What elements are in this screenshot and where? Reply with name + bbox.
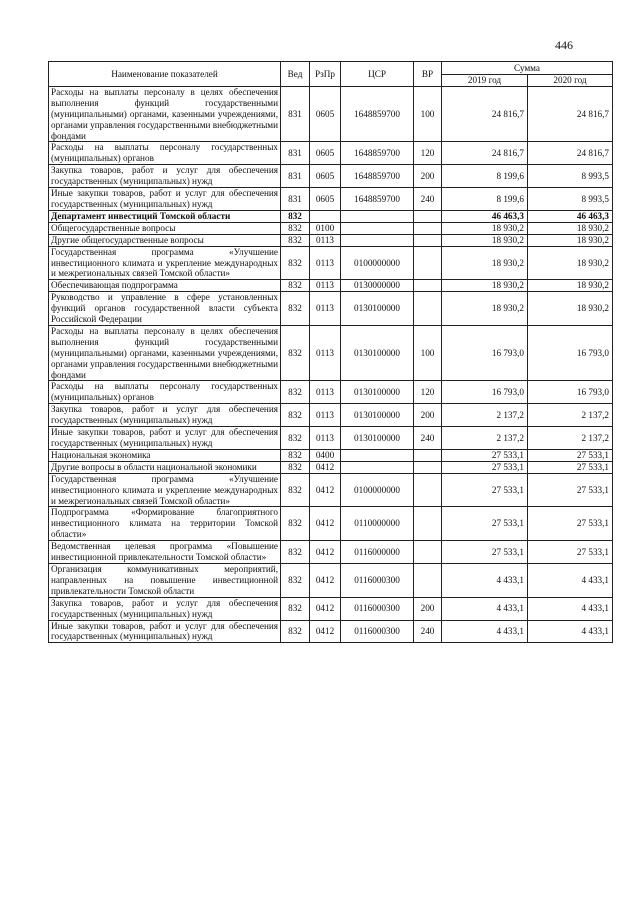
row-value-2019: 8 199,6 xyxy=(442,165,528,188)
row-rzpr: 0412 xyxy=(310,541,341,564)
row-value-2020: 24 816,7 xyxy=(528,142,613,165)
row-value-2020: 27 533,1 xyxy=(528,473,613,507)
row-rzpr: 0113 xyxy=(310,427,341,450)
row-vr xyxy=(414,292,442,326)
row-name: Закупка товаров, работ и услуг для обеспечения государственных (муниципальных) нужд xyxy=(49,597,281,620)
row-value-2019: 27 533,1 xyxy=(442,507,528,541)
row-ved: 832 xyxy=(281,234,310,246)
row-rzpr xyxy=(310,210,341,222)
row-rzpr: 0113 xyxy=(310,246,341,280)
row-rzpr: 0113 xyxy=(310,292,341,326)
header-name: Наименование показателей xyxy=(49,62,281,87)
row-value-2020: 27 533,1 xyxy=(528,461,613,473)
row-csr: 0116000300 xyxy=(341,597,414,620)
row-ved: 832 xyxy=(281,222,310,234)
row-rzpr: 0605 xyxy=(310,165,341,188)
row-csr: 1648859700 xyxy=(341,188,414,211)
table-row xyxy=(49,404,613,427)
table-row xyxy=(49,449,613,461)
row-name: Закупка товаров, работ и услуг для обеспечения государственных (муниципальных) нужд xyxy=(49,404,281,427)
row-name: Государственная программа «Улучшение инвестиционного климата и укрепление международных и межрегиональных связей Томской области» xyxy=(49,473,281,507)
table-row xyxy=(49,234,613,246)
row-csr: 0130100000 xyxy=(341,381,414,404)
row-value-2019: 18 930,2 xyxy=(442,280,528,292)
row-value-2019: 2 137,2 xyxy=(442,404,528,427)
row-csr: 0130100000 xyxy=(341,404,414,427)
row-value-2020: 18 930,2 xyxy=(528,292,613,326)
row-rzpr: 0113 xyxy=(310,280,341,292)
row-ved: 832 xyxy=(281,246,310,280)
row-value-2020: 4 433,1 xyxy=(528,597,613,620)
row-value-2019: 27 533,1 xyxy=(442,541,528,564)
row-vr: 100 xyxy=(414,325,442,381)
row-value-2019: 18 930,2 xyxy=(442,234,528,246)
row-csr: 0130100000 xyxy=(341,325,414,381)
row-vr xyxy=(414,507,442,541)
table-row xyxy=(49,325,613,381)
row-ved: 832 xyxy=(281,404,310,427)
row-ved: 832 xyxy=(281,597,310,620)
row-value-2019: 24 816,7 xyxy=(442,142,528,165)
row-csr: 0116000300 xyxy=(341,563,414,597)
row-ved: 831 xyxy=(281,86,310,142)
page-number: 446 xyxy=(555,38,573,52)
row-csr: 0130100000 xyxy=(341,292,414,326)
row-rzpr: 0113 xyxy=(310,234,341,246)
row-value-2019: 18 930,2 xyxy=(442,246,528,280)
row-vr xyxy=(414,246,442,280)
row-ved: 832 xyxy=(281,449,310,461)
header-year-2020: 2020 год xyxy=(528,75,613,87)
row-name: Другие общегосударственные вопросы xyxy=(49,234,281,246)
table-row xyxy=(49,507,613,541)
row-csr xyxy=(341,461,414,473)
table-row xyxy=(49,473,613,507)
row-vr xyxy=(414,222,442,234)
row-rzpr: 0605 xyxy=(310,188,341,211)
row-ved: 832 xyxy=(281,620,310,643)
row-name: Руководство и управление в сфере установленных функций органов государственной власти субъекта Российской Федерации xyxy=(49,292,281,326)
header-vr: ВР xyxy=(414,62,442,87)
row-rzpr: 0605 xyxy=(310,86,341,142)
row-csr: 0110000000 xyxy=(341,507,414,541)
row-csr xyxy=(341,449,414,461)
row-vr xyxy=(414,234,442,246)
row-vr: 100 xyxy=(414,86,442,142)
row-name: Иные закупки товаров, работ и услуг для обеспечения государственных (муниципальных) нужд xyxy=(49,427,281,450)
row-csr: 1648859700 xyxy=(341,165,414,188)
row-ved: 832 xyxy=(281,541,310,564)
row-value-2019: 18 930,2 xyxy=(442,292,528,326)
row-vr: 120 xyxy=(414,381,442,404)
row-csr: 0100000000 xyxy=(341,246,414,280)
row-name: Иные закупки товаров, работ и услуг для обеспечения государственных (муниципальных) нужд xyxy=(49,188,281,211)
row-value-2019: 4 433,1 xyxy=(442,620,528,643)
row-name: Расходы на выплаты персоналу государственных (муниципальных) органов xyxy=(49,142,281,165)
row-csr: 0116000000 xyxy=(341,541,414,564)
row-rzpr: 0113 xyxy=(310,404,341,427)
row-ved: 832 xyxy=(281,325,310,381)
row-ved: 832 xyxy=(281,563,310,597)
table-row xyxy=(49,461,613,473)
row-name: Организация коммуникативных мероприятий, направленных на повышение инвестиционной привлекательности Томской области xyxy=(49,563,281,597)
header-rzpr: РзПр xyxy=(310,62,341,87)
row-ved: 832 xyxy=(281,507,310,541)
row-ved: 831 xyxy=(281,188,310,211)
row-rzpr: 0412 xyxy=(310,473,341,507)
row-csr: 0100000000 xyxy=(341,473,414,507)
row-ved: 832 xyxy=(281,280,310,292)
row-ved: 832 xyxy=(281,461,310,473)
row-value-2019: 18 930,2 xyxy=(442,222,528,234)
row-value-2020: 18 930,2 xyxy=(528,246,613,280)
row-value-2020: 8 993,5 xyxy=(528,188,613,211)
header-ved: Вед xyxy=(281,62,310,87)
table-row xyxy=(49,597,613,620)
row-vr xyxy=(414,541,442,564)
row-value-2019: 4 433,1 xyxy=(442,563,528,597)
row-name: Иные закупки товаров, работ и услуг для обеспечения государственных (муниципальных) нужд xyxy=(49,620,281,643)
row-name: Департамент инвестиций Томской области xyxy=(49,210,281,222)
row-value-2020: 2 137,2 xyxy=(528,404,613,427)
row-vr xyxy=(414,461,442,473)
row-ved: 832 xyxy=(281,210,310,222)
row-rzpr: 0412 xyxy=(310,597,341,620)
row-rzpr: 0412 xyxy=(310,620,341,643)
table-row xyxy=(49,381,613,404)
row-csr xyxy=(341,234,414,246)
row-name: Другие вопросы в области национальной экономики xyxy=(49,461,281,473)
row-ved: 831 xyxy=(281,142,310,165)
row-value-2020: 46 463,3 xyxy=(528,210,613,222)
row-rzpr: 0412 xyxy=(310,461,341,473)
row-rzpr: 0400 xyxy=(310,449,341,461)
row-ved: 832 xyxy=(281,473,310,507)
row-value-2019: 24 816,7 xyxy=(442,86,528,142)
row-value-2020: 24 816,7 xyxy=(528,86,613,142)
table-row xyxy=(49,563,613,597)
row-vr xyxy=(414,210,442,222)
table-row xyxy=(49,142,613,165)
row-value-2019: 16 793,0 xyxy=(442,381,528,404)
row-vr: 120 xyxy=(414,142,442,165)
row-rzpr: 0412 xyxy=(310,563,341,597)
row-value-2020: 2 137,2 xyxy=(528,427,613,450)
row-vr xyxy=(414,280,442,292)
table-row xyxy=(49,427,613,450)
table-row xyxy=(49,188,613,211)
row-name: Расходы на выплаты персоналу в целях обеспечения выполнения функций государственными (муниципальными) органами, казенными учреждениями, органами управления государственными внебюджетными фондами xyxy=(49,325,281,381)
row-rzpr: 0113 xyxy=(310,325,341,381)
row-csr: 1648859700 xyxy=(341,86,414,142)
row-vr: 200 xyxy=(414,404,442,427)
row-value-2019: 27 533,1 xyxy=(442,461,528,473)
budget-table xyxy=(48,61,613,643)
row-rzpr: 0113 xyxy=(310,381,341,404)
row-value-2020: 27 533,1 xyxy=(528,507,613,541)
table-row xyxy=(49,246,613,280)
row-name: Общегосударственные вопросы xyxy=(49,222,281,234)
row-csr xyxy=(341,210,414,222)
row-csr: 0130100000 xyxy=(341,427,414,450)
row-vr xyxy=(414,473,442,507)
header-sum: Сумма xyxy=(442,62,613,75)
table-row xyxy=(49,222,613,234)
row-value-2020: 8 993,5 xyxy=(528,165,613,188)
row-vr: 200 xyxy=(414,165,442,188)
row-vr xyxy=(414,563,442,597)
row-vr: 240 xyxy=(414,620,442,643)
table-row xyxy=(49,292,613,326)
row-value-2019: 8 199,6 xyxy=(442,188,528,211)
header-year-2019: 2019 год xyxy=(442,75,528,87)
row-vr xyxy=(414,449,442,461)
row-vr: 240 xyxy=(414,188,442,211)
row-value-2019: 46 463,3 xyxy=(442,210,528,222)
table-row xyxy=(49,280,613,292)
row-csr: 1648859700 xyxy=(341,142,414,165)
table-row xyxy=(49,86,613,142)
row-value-2019: 16 793,0 xyxy=(442,325,528,381)
header-csr: ЦСР xyxy=(341,62,414,87)
row-name: Расходы на выплаты персоналу в целях обеспечения выполнения функций государственными (муниципальными) органами, казенными учреждениями, органами управления государственными внебюджетными фондами xyxy=(49,86,281,142)
row-value-2019: 2 137,2 xyxy=(442,427,528,450)
row-value-2020: 27 533,1 xyxy=(528,541,613,564)
row-name: Закупка товаров, работ и услуг для обеспечения государственных (муниципальных) нужд xyxy=(49,165,281,188)
row-csr: 0130000000 xyxy=(341,280,414,292)
row-vr: 240 xyxy=(414,427,442,450)
row-name: Подпрограмма «Формирование благоприятного инвестиционного климата на территории Томской области» xyxy=(49,507,281,541)
row-value-2019: 27 533,1 xyxy=(442,473,528,507)
row-value-2020: 16 793,0 xyxy=(528,381,613,404)
row-name: Ведомственная целевая программа «Повышение инвестиционной привлекательности Томской области» xyxy=(49,541,281,564)
row-name: Расходы на выплаты персоналу государственных (муниципальных) органов xyxy=(49,381,281,404)
row-rzpr: 0100 xyxy=(310,222,341,234)
row-csr: 0116000300 xyxy=(341,620,414,643)
row-name: Национальная экономика xyxy=(49,449,281,461)
row-ved: 832 xyxy=(281,427,310,450)
row-csr xyxy=(341,222,414,234)
row-value-2020: 4 433,1 xyxy=(528,563,613,597)
row-value-2020: 18 930,2 xyxy=(528,234,613,246)
row-name: Обеспечивающая подпрограмма xyxy=(49,280,281,292)
row-ved: 831 xyxy=(281,165,310,188)
row-rzpr: 0605 xyxy=(310,142,341,165)
row-value-2020: 4 433,1 xyxy=(528,620,613,643)
row-value-2019: 27 533,1 xyxy=(442,449,528,461)
row-name: Государственная программа «Улучшение инвестиционного климата и укрепление международных и межрегиональных связей Томской области» xyxy=(49,246,281,280)
row-value-2020: 18 930,2 xyxy=(528,222,613,234)
row-value-2020: 27 533,1 xyxy=(528,449,613,461)
table-row xyxy=(49,210,613,222)
row-value-2020: 16 793,0 xyxy=(528,325,613,381)
row-rzpr: 0412 xyxy=(310,507,341,541)
row-ved: 832 xyxy=(281,292,310,326)
table-row xyxy=(49,620,613,643)
table-header-row xyxy=(49,62,613,75)
row-value-2019: 4 433,1 xyxy=(442,597,528,620)
table-body xyxy=(49,86,613,642)
row-vr: 200 xyxy=(414,597,442,620)
table-row xyxy=(49,541,613,564)
table-row xyxy=(49,165,613,188)
row-value-2020: 18 930,2 xyxy=(528,280,613,292)
row-ved: 832 xyxy=(281,381,310,404)
